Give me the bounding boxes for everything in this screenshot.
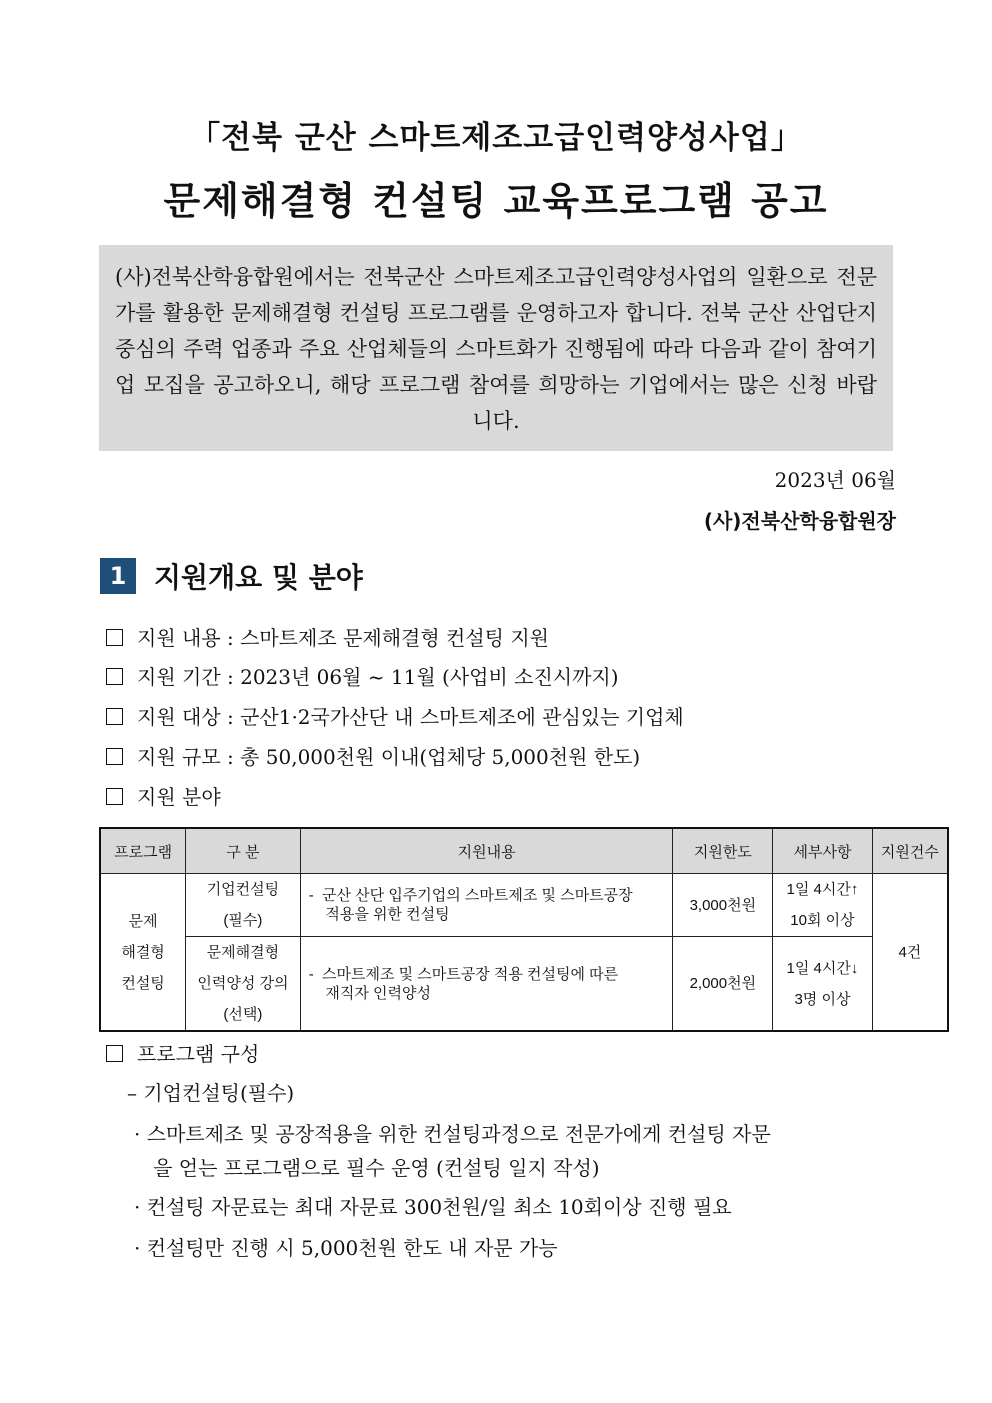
cell-line: 10회 이상: [790, 912, 855, 929]
checklist-text: 지원 규모 : 총 50,000천원 이내(업체당 5,000천원 한도): [137, 745, 641, 769]
cell-line: (선택): [223, 1006, 263, 1023]
composition-bullet: · 스마트제조 및 공장적용을 위한 컨설팅과정으로 전문가에게 컨설팅 자문: [134, 1122, 771, 1146]
cell-line: 재직자 인력양성: [308, 984, 431, 1002]
checklist-item: [106, 741, 640, 770]
table-header: 지원내용: [300, 828, 673, 874]
cell-line: - 군산 산단 입주기업의 스마트제조 및 스마트공장: [308, 887, 633, 904]
checkbox-icon: [106, 748, 123, 765]
composition-bullet: · 컨설팅만 진행 시 5,000천원 한도 내 자문 가능: [134, 1236, 558, 1260]
detail-cell: [773, 874, 873, 937]
cell-line: 3명 이상: [794, 990, 851, 1008]
composition-bullet: · 컨설팅 자문료는 최대 자문료 300천원/일 최소 10회이상 진행 필요: [134, 1195, 732, 1219]
checklist-item: [106, 781, 221, 810]
cell-line: - 스마트제조 및 스마트공장 적용 컨설팅에 따른: [308, 965, 619, 983]
support-fields-table: [99, 827, 949, 1032]
checklist-item: [106, 661, 619, 690]
checkbox-icon: [106, 668, 123, 685]
content-cell: [300, 937, 673, 1032]
cell-line: 1일 4시간↑: [786, 881, 859, 898]
program-cell: [100, 874, 186, 1032]
category-cell: [186, 937, 301, 1032]
count-cell: 4건: [872, 874, 948, 1032]
intro-text: (사)전북산학융합원에서는 전북군산 스마트제조고급인력양성사업의 일환으로 전문가를 활용한 문제해결형 컨설팅 프로그램를 운영하고자 합니다. 전북 군산 산업단지 중심의 주력 업종과 주요 산업체들의 스마트화가 진행됨에 따라 다음과 같이 참여기업 모집을 공고하오니, 해당 프로그램 참여를 희망하는 기업에서는 많은 신청 바랍니다.: [115, 265, 877, 433]
cell-line: 1일 4시간↓: [786, 959, 859, 977]
cell-line: 해결형: [121, 943, 165, 961]
checklist-text: 지원 기간 : 2023년 06월 ~ 11월 (사업비 소진시까지): [137, 665, 619, 689]
section-number-badge: 1: [100, 558, 136, 594]
detail-cell: [773, 937, 873, 1032]
cell-line: 적용을 위한 컨설팅: [308, 906, 450, 923]
composition-heading-text: 프로그램 구성: [137, 1042, 260, 1066]
cell-line: 기업컨설팅: [206, 881, 280, 898]
checkbox-icon: [106, 708, 123, 725]
intro-box: [99, 245, 893, 451]
table-header: 세부사항: [773, 828, 873, 874]
checkbox-icon: [106, 629, 123, 646]
table-header: 프로그램: [100, 828, 186, 874]
table-header-row: [100, 828, 948, 874]
table-header: 구 분: [186, 828, 301, 874]
section-title: 지원개요 및 분야: [154, 561, 363, 594]
checklist-item: [106, 622, 549, 651]
composition-heading: [106, 1038, 259, 1067]
organization-name: (사)전북산학융합원장: [703, 509, 896, 533]
checklist-text: 지원 내용 : 스마트제조 문제해결형 컨설팅 지원: [137, 626, 549, 650]
checkbox-icon: [106, 1045, 123, 1062]
checkbox-icon: [106, 788, 123, 805]
composition-bullet: 을 얻는 프로그램으로 필수 운영 (컨설팅 일지 작성): [134, 1156, 600, 1180]
limit-cell: 3,000천원: [673, 874, 773, 937]
cell-line: (필수): [223, 912, 263, 929]
table-header: 지원건수: [872, 828, 948, 874]
category-cell: [186, 874, 301, 937]
cell-line: 문제: [128, 912, 158, 930]
limit-cell: 2,000천원: [673, 937, 773, 1032]
cell-line: 문제해결형: [206, 944, 280, 961]
cell-line: 컨설팅: [121, 974, 165, 992]
cell-line: 인력양성 강의: [197, 975, 289, 992]
title-line-1: 「전북 군산 스마트제조고급인력양성사업」: [189, 120, 803, 156]
content-cell: [300, 874, 673, 937]
table-row: [100, 937, 948, 1032]
announcement-date: 2023년 06월: [774, 468, 896, 492]
checklist-item: [106, 701, 684, 730]
table-row: [100, 874, 948, 937]
composition-subheading: – 기업컨설팅(필수): [127, 1081, 295, 1105]
table-header: 지원한도: [673, 828, 773, 874]
checklist-text: 지원 분야: [137, 785, 221, 809]
checklist-text: 지원 대상 : 군산1·2국가산단 내 스마트제조에 관심있는 기업체: [137, 705, 684, 729]
title-line-2: 문제해결형 컨설팅 교육프로그램 공고: [163, 179, 829, 223]
